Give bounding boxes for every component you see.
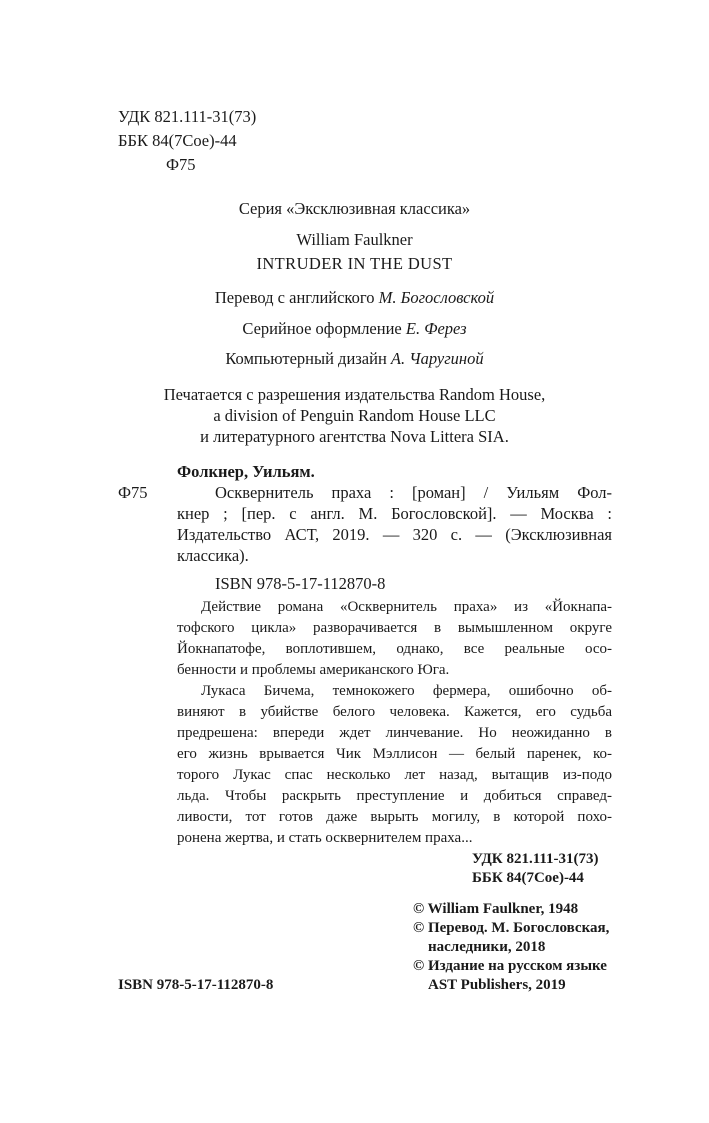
author-sign: Ф75: [166, 155, 196, 174]
computer-design-credit: [0, 348, 709, 370]
annotation-line: Лукаса Бичема, темнокожего фермера, ошибочно об-: [201, 683, 612, 699]
annotation-line: торого Лукас спас несколько лет назад, вытащив из-подо: [177, 767, 612, 783]
bib-line: Издательство АСТ, 2019. — 320 с. — (Эксклюзивная: [177, 525, 612, 544]
design-label: Серийное оформление: [242, 319, 402, 338]
copyright-line: наследники, 2018: [428, 939, 546, 955]
annotation-line: Действие романа «Осквернитель праха» из «Йокнапа-: [201, 599, 612, 615]
series-line: Серия «Эксклюзивная классика»: [238, 199, 471, 218]
permission-line: и литературного агентства Nova Littera SIA.: [200, 427, 509, 446]
translator-name: М. Богословской: [378, 288, 495, 307]
bib-sign: Ф75: [118, 483, 148, 502]
bib-line: Осквернитель праха : [роман] / Уильям Фол-: [215, 483, 612, 502]
udk-code: УДК 821.111-31(73): [118, 107, 257, 126]
bottom-bbk: ББК 84(7Сое)-44: [472, 870, 584, 886]
computer-designer-name: А. Чаругиной: [390, 349, 484, 368]
translation-label: Перевод с английского: [214, 288, 375, 307]
annotation-line: его жизнь врывается Чик Мэллисон — белый паренек, ко-: [177, 746, 612, 762]
annotation-line: виняют в убийстве белого человека. Кажется, его судьба: [177, 704, 612, 720]
annotation-line: Йокнапатофе, воплотившем, однако, все реальные осо-: [177, 641, 612, 657]
annotation-line: тофского цикла» разворачивается в вымышленном округе: [177, 620, 612, 636]
original-title: INTRUDER IN THE DUST: [256, 254, 453, 273]
annotation-line: предрешена: впереди ждет линчевание. Но неожиданно в: [177, 725, 612, 741]
translation-credit: [0, 287, 709, 309]
isbn-bottom: ISBN 978-5-17-112870-8: [118, 977, 274, 993]
annotation-line: льда. Чтобы раскрыть преступление и добиться справед-: [177, 788, 612, 804]
bottom-udk: УДК 821.111-31(73): [472, 851, 599, 867]
copyright-line: © Издание на русском языке: [413, 958, 607, 974]
copyright-line: © Перевод. М. Богословская,: [413, 920, 610, 936]
copyright-line: © William Faulkner, 1948: [413, 901, 579, 917]
permission-line: Печатается с разрешения издательства Random House,: [163, 385, 546, 404]
original-author: William Faulkner: [296, 230, 413, 249]
copyright-line: AST Publishers, 2019: [428, 977, 566, 993]
bbk-code: ББК 84(7Сое)-44: [118, 131, 237, 150]
annotation-line: ливости, тот готов даже вырыть могилу, в которой похо-: [177, 809, 612, 825]
computer-design-label: Компьютерный дизайн: [225, 349, 387, 368]
annotation-line: ронена жертва, и стать осквернителем праха...: [177, 830, 473, 846]
bib-line: кнер ; [пер. с англ. М. Богословской]. — Москва :: [177, 504, 612, 523]
bib-line-last: классика).: [177, 546, 249, 565]
design-credit: [0, 318, 709, 340]
bib-author-heading: Фолкнер, Уильям.: [177, 462, 315, 481]
designer-name: Е. Ферез: [405, 319, 467, 338]
annotation-line: бенности и проблемы американского Юга.: [177, 662, 450, 678]
permission-line: a division of Penguin Random House LLC: [213, 406, 496, 425]
bib-isbn: ISBN 978-5-17-112870-8: [215, 574, 386, 593]
